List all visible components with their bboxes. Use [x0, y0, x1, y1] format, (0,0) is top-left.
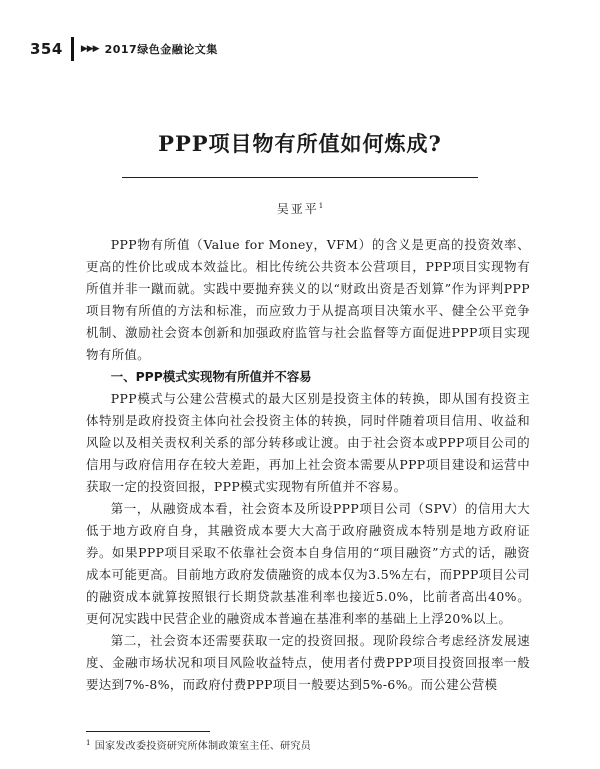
- footnote: [86, 737, 311, 752]
- footnote-divider: [86, 731, 210, 732]
- page-number: 354: [30, 40, 63, 58]
- footnote-mark: 1: [86, 738, 91, 747]
- header-divider: [71, 37, 74, 61]
- body-paragraph: 第二，社会资本还需要获取一定的投资回报。现阶段综合考虑经济发展速度、金融市场状况和项目风险收益特点，使用者付费PPP项目投资回报率一般要达到7%-8%，而政府付费PPP项目一般要达到5%-6%。而公建公营模: [86, 633, 530, 692]
- author-name: 吴亚平: [276, 202, 319, 216]
- running-header: [30, 36, 218, 62]
- body-paragraph: 第一，从融资成本看，社会资本及所设PPP项目公司（SPV）的信用大大低于地方政府自身，其融资成本要大大高于政府融资成本特别是地方政府证券。如果PPP项目采取不依靠社会资本自身信用的“项目融资”方式的话，融资成本可能更高。目前地方政府发债融资的成本仅为3.5%左右，而PPP项目公司的融资成本就算按照银行长期贷款基准利率也接近5.0%，比前者高出40%。更何况实践中民营企业的融资成本普遍在基准利率的基础上上浮20%以上。: [86, 501, 530, 626]
- article-body: [86, 234, 530, 696]
- book-title: 2017绿色金融论文集: [104, 43, 218, 56]
- author-line: [0, 200, 600, 217]
- article-title: PPP项目物有所值如何炼成?: [158, 131, 442, 156]
- title-divider: [122, 177, 478, 178]
- body-paragraph: PPP模式与公建公营模式的最大区别是投资主体的转换，即从国有投资主体特别是政府投资主体向社会投资主体的转换，同时伴随着项目信用、收益和风险以及相关责权利关系的部分转移或让渡。由于社会资本或PPP项目公司的信用与政府信用存在较大差距，再加上社会资本需要从PPP项目建设和运营中获取一定的投资回报，PPP模式实现物有所值并不容易。: [86, 391, 530, 494]
- header-arrows-icon: ▶▶▶: [80, 44, 99, 54]
- section-heading: 一、PPP模式实现物有所值并不容易: [110, 369, 312, 384]
- abstract-paragraph: PPP物有所值（Value for Money，VFM）的含义是更高的投资效率、更高的性价比或成本效益比。相比传统公共资本公营项目，PPP项目实现物有所值并非一蹴而就。实践中要抛弃狭义的以“财政出资是否划算”作为评判PPP项目物有所值的方法和标准，而应致力于从提高项目决策水平、健全公平竞争机制、激励社会资本创新和加强政府监管与社会监督等方面促进PPP项目实现物有所值。: [86, 237, 530, 362]
- author-footnote-mark: 1: [318, 202, 324, 210]
- footnote-text: 国家发改委投资研究所体制政策室主任、研究员: [94, 741, 312, 752]
